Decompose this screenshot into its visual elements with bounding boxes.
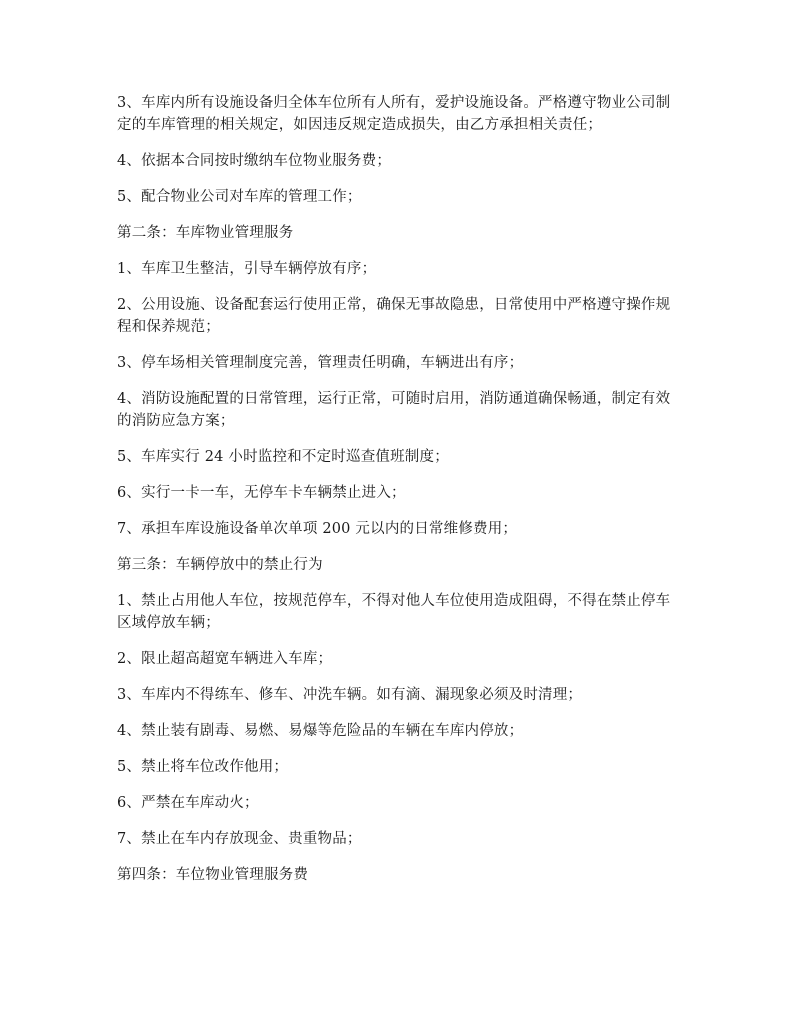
paragraph-clause-3: 3、车库内所有设施设备归全体车位所有人所有，爱护设施设备。严格遵守物业公司制定的车库管理的相关规定，如因违反规定造成损失，由乙方承担相关责任； xyxy=(117,95,671,133)
paragraph-clause-4: 4、依据本合同按时缴纳车位物业服务费； xyxy=(117,153,392,169)
paragraph-prohibition-1: 1、禁止占用他人车位，按规范停车，不得对他人车位使用造成阻碍，不得在禁止停车区域停放车辆； xyxy=(117,593,671,631)
paragraph-prohibition-6: 6、严禁在车库动火； xyxy=(117,795,259,811)
paragraph-service-6: 6、实行一卡一车，无停车卡车辆禁止进入； xyxy=(117,485,406,501)
paragraph-prohibition-5: 5、禁止将车位改作他用； xyxy=(117,759,289,775)
paragraph-service-2: 2、公用设施、设备配套运行使用正常，确保无事故隐患，日常使用中严格遵守操作规程和保养规范； xyxy=(117,297,671,335)
document-body xyxy=(117,92,677,900)
paragraph-service-4: 4、消防设施配置的日常管理，运行正常，可随时启用，消防通道确保畅通，制定有效的消防应急方案； xyxy=(117,391,671,429)
section-heading-article-4: 第四条：车位物业管理服务费 xyxy=(117,867,309,883)
paragraph-prohibition-3: 3、车库内不得练车、修车、冲洗车辆。如有滴、漏现象必须及时清理； xyxy=(117,687,583,703)
paragraph-prohibition-2: 2、限止超高超宽车辆进入车库； xyxy=(117,651,333,667)
paragraph-clause-5: 5、配合物业公司对车库的管理工作； xyxy=(117,189,362,205)
paragraph-prohibition-7: 7、禁止在车内存放现金、贵重物品； xyxy=(117,831,362,847)
paragraph-service-7: 7、承担车库设施设备单次单项 200 元以内的日常维修费用； xyxy=(117,521,518,537)
paragraph-service-3: 3、停车场相关管理制度完善，管理责任明确，车辆进出有序； xyxy=(117,355,524,371)
section-heading-article-2: 第二条：车库物业管理服务 xyxy=(117,225,294,241)
section-heading-article-3: 第三条：车辆停放中的禁止行为 xyxy=(117,557,323,573)
paragraph-prohibition-4: 4、禁止装有剧毒、易燃、易爆等危险品的车辆在车库内停放； xyxy=(117,723,524,739)
paragraph-service-5: 5、车库实行 24 小时监控和不定时巡查值班制度； xyxy=(117,449,449,465)
paragraph-service-1: 1、车库卫生整洁，引导车辆停放有序； xyxy=(117,261,377,277)
